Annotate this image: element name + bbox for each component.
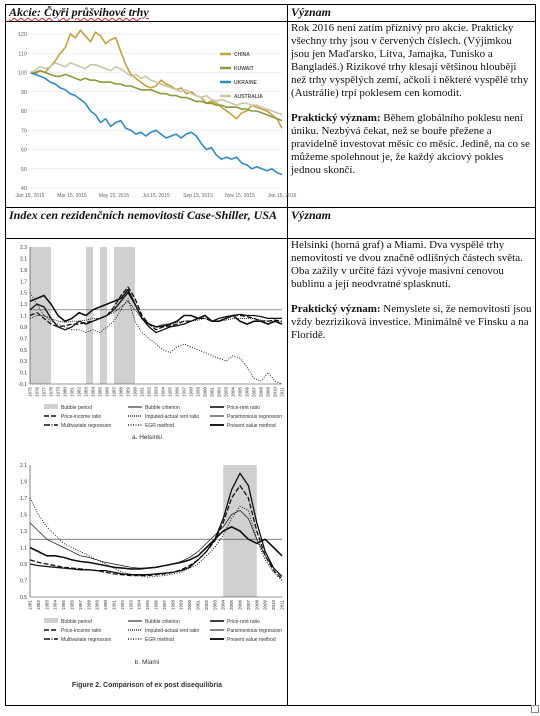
x-tick-label: May 15, 2015 xyxy=(98,193,130,199)
y-tick-label: 70 xyxy=(20,128,27,135)
y-tick-label: -0.1 xyxy=(18,382,27,388)
x-tick-label: 2010 xyxy=(272,387,278,398)
y-tick-label: 1.9 xyxy=(20,267,27,274)
legend-label-imputed-actual-rent-ratio: Imputed-actual rent ratio xyxy=(145,628,200,634)
panel-subtitle: a. Helsinki xyxy=(132,434,162,441)
y-tick-label: 0.9 xyxy=(20,324,27,331)
x-tick-label: 1984 xyxy=(90,387,96,398)
x-tick-label: Sep 15, 2015 xyxy=(183,193,213,199)
x-tick-label: 1986 xyxy=(104,387,110,398)
legend-label-price-income-ratio: Price-income ratio xyxy=(61,414,102,420)
legend-label-price-rent-ratio: Price-rent ratio xyxy=(227,405,260,411)
x-tick-label: Nov 15, 2015 xyxy=(225,193,255,199)
row1-paragraph-2: Praktický význam: Během globálního poklesu není úniku. Nezbývá čekat, než se bouře přežene a pravidelně investovat měsíc co měsíc. Jedině, na co se můžeme spolehnout je, že každý akciový pokles jednou skončí. xyxy=(291,112,530,176)
y-tick-label: 1.3 xyxy=(20,529,27,535)
legend-label-bubble-period: Bubble period xyxy=(61,619,92,625)
row2-header-right: Význam xyxy=(288,208,536,239)
stock-chart-cell xyxy=(6,22,297,208)
x-tick-label: 1996 xyxy=(174,387,180,398)
x-tick-label: 1983 xyxy=(83,387,89,398)
x-tick-label: 2001 xyxy=(195,600,201,611)
x-tick-label: 2002 xyxy=(203,600,209,611)
row2-meaning-text xyxy=(288,239,536,706)
x-tick-label: 1983 xyxy=(44,600,50,611)
end-of-document-mark xyxy=(531,705,539,713)
y-tick-label: 1.1 xyxy=(20,313,27,320)
x-tick-label: 2011 xyxy=(279,600,285,610)
x-tick-label: 1980 xyxy=(62,387,68,398)
x-tick-label: 2004 xyxy=(220,600,226,611)
y-tick-label: 0.5 xyxy=(20,347,27,354)
x-tick-label: 2003 xyxy=(212,600,218,611)
legend-label-multivariate-regression: Multivariate regression xyxy=(61,423,112,429)
x-tick-label: 1989 xyxy=(94,600,100,611)
legend-label-bubble-criterion: Bubble criterion xyxy=(145,405,180,411)
y-tick-label: 0.1 xyxy=(20,370,27,377)
x-tick-label: 1999 xyxy=(178,600,184,611)
y-tick-label: 120 xyxy=(17,32,27,38)
x-tick-label: 1981 xyxy=(69,387,75,398)
x-tick-label: 2005 xyxy=(229,600,235,611)
x-tick-label: 1982 xyxy=(35,600,41,611)
x-tick-label: 1990 xyxy=(103,600,109,611)
figure-caption: Figure 2. Comparison of ex post disequilibria xyxy=(71,682,223,689)
x-tick-label: 2007 xyxy=(251,387,257,398)
x-tick-label: 1975 xyxy=(27,387,33,398)
y-tick-label: 80 xyxy=(20,109,27,115)
x-tick-label: 2008 xyxy=(258,387,264,398)
y-tick-label: 50 xyxy=(20,166,27,173)
y-tick-label: 40 xyxy=(20,186,27,192)
x-tick-label: Jan 15, 2015 xyxy=(15,193,45,199)
y-tick-label: 0.9 xyxy=(20,562,27,568)
x-tick-label: 1993 xyxy=(153,387,159,398)
y-tick-label: 0.3 xyxy=(20,359,27,366)
x-tick-label: 1997 xyxy=(181,387,187,398)
legend-label-kuwait: KUWAIT xyxy=(234,66,254,72)
x-tick-label: 2003 xyxy=(223,387,229,398)
legend-label-bubble-period: Bubble period xyxy=(61,405,92,411)
y-tick-label: 1.7 xyxy=(20,279,27,286)
legend-label-price-rent-ratio: Price-rent ratio xyxy=(227,619,260,625)
legend-label-egr-method: EGR method xyxy=(145,423,174,429)
x-tick-label: 1996 xyxy=(153,600,159,611)
x-tick-label: 1982 xyxy=(76,387,82,398)
x-tick-label: 2008 xyxy=(254,600,260,611)
legend-label-egr-method: EGR method xyxy=(145,637,174,643)
helsinki-miami-figure xyxy=(6,239,288,700)
x-tick-label: 1994 xyxy=(136,600,142,611)
y-tick-label: 2.3 xyxy=(20,245,27,251)
y-tick-label: 0.7 xyxy=(20,336,27,343)
x-tick-label: 1988 xyxy=(86,600,92,611)
x-tick-label: Jan 15, 2016 xyxy=(267,193,297,199)
legend-label-present-value-method: Present value method xyxy=(227,423,276,429)
legend-label-imputed-actual-rent-ratio: Imputed-actual rent ratio xyxy=(145,414,200,420)
y-tick-label: 0.5 xyxy=(20,595,27,601)
x-tick-label: 2000 xyxy=(202,387,208,398)
x-tick-label: 1986 xyxy=(69,600,75,611)
legend-label-china: CHINA xyxy=(234,52,250,58)
x-tick-label: 1981 xyxy=(27,600,33,611)
y-tick-label: 1.5 xyxy=(20,512,27,519)
x-tick-label: 1978 xyxy=(48,387,54,398)
x-tick-label: 1993 xyxy=(128,600,134,611)
legend-label-present-value-method: Present value method xyxy=(227,637,276,643)
legend-label-ukraine: UKRAINE xyxy=(234,80,257,86)
row1-header-right: Význam xyxy=(288,5,536,22)
y-tick-label: 110 xyxy=(18,51,27,58)
x-tick-label: 1994 xyxy=(160,387,166,398)
row1-meaning-text xyxy=(288,22,536,208)
x-tick-label: 2000 xyxy=(187,600,193,611)
x-tick-label: 2009 xyxy=(265,387,271,398)
series-line-ukraine xyxy=(30,73,282,175)
x-tick-label: 1992 xyxy=(119,600,125,611)
x-tick-label: 1987 xyxy=(77,600,83,611)
y-tick-label: 1.9 xyxy=(20,479,27,486)
x-tick-label: 1992 xyxy=(146,387,152,398)
legend-label-parsimonious-regression: Parsimonious regression xyxy=(227,628,283,634)
legend-label-multivariate-regression: Multivariate regression xyxy=(61,637,112,643)
x-tick-label: 1998 xyxy=(170,600,176,611)
x-tick-label: 1995 xyxy=(167,387,173,398)
x-tick-label: 2004 xyxy=(230,387,236,398)
row1-header-left: Akcie: Čtyři průšvihové trhy xyxy=(6,5,288,22)
y-tick-label: 100 xyxy=(17,70,27,77)
x-tick-label: 1999 xyxy=(195,387,201,398)
x-tick-label: 2011 xyxy=(279,387,285,397)
panel-subtitle: b. Miami xyxy=(134,659,160,666)
x-tick-label: Jul 15, 2015 xyxy=(142,193,170,199)
y-tick-label: 60 xyxy=(20,147,27,154)
y-tick-label: 2.1 xyxy=(20,463,27,469)
x-tick-label: 2007 xyxy=(245,600,251,611)
x-tick-label: 1998 xyxy=(188,387,194,398)
x-tick-label: 1985 xyxy=(61,600,67,611)
housing-chart-cell xyxy=(6,239,288,706)
x-tick-label: 1985 xyxy=(97,387,103,398)
row1-paragraph-1: Rok 2016 není zatím příznivý pro akcie. Prakticky všechny trhy jsou v červených číslech. (Výjimkou jsou jen Maďarsko, Litva, Jamajka, Tunisko a Bangladéš.) Rizikové trhy klesají většinou hlouběji než trhy vyspělých zemí, ačkoli i některé vyspělé trhy (Austrálie) trpí poklesem cen komodit. xyxy=(291,22,529,99)
legend-label-australia: AUSTRALIA xyxy=(234,94,263,100)
x-tick-label: 2006 xyxy=(244,387,250,398)
x-tick-label: 1991 xyxy=(139,387,145,398)
x-tick-label: 1976 xyxy=(34,387,40,398)
row2-paragraph-2: Praktický význam: Nemyslete si, že nemovitosti jsou vždy bezriziková investice. Minimálně ve Finsku a na Floridě. xyxy=(291,303,532,341)
x-tick-label: Mar 15, 2015 xyxy=(57,193,87,199)
y-tick-label: 1.1 xyxy=(20,545,27,552)
legend-swatch-bubble-period xyxy=(44,618,58,623)
x-tick-label: 1988 xyxy=(118,387,124,398)
legend-label-price-income-ratio: Price-income ratio xyxy=(61,628,102,634)
series-line-egr-method xyxy=(30,293,282,384)
row2-header-left: Index cen rezidenčních nemovitostí Case-Shiller, USA xyxy=(6,208,288,239)
stock-markets-chart xyxy=(6,22,297,202)
x-tick-label: 1977 xyxy=(41,387,47,398)
x-tick-label: 2009 xyxy=(262,600,268,611)
legend-label-bubble-criterion: Bubble criterion xyxy=(145,619,180,625)
x-tick-label: 2005 xyxy=(237,387,243,398)
x-tick-label: 1990 xyxy=(132,387,138,398)
legend-swatch-bubble-period xyxy=(44,404,58,409)
y-tick-label: 1.3 xyxy=(20,302,27,309)
x-tick-label: 1997 xyxy=(161,600,167,611)
y-tick-label: 2.1 xyxy=(20,256,27,263)
y-tick-label: 1.7 xyxy=(20,496,27,502)
row2-paragraph-1: Helsinki (horná graf) a Miami. Dva vyspělé trhy nemovitostí ve dvou značně odlišných částech světa. Oba zažily v určité fázi vývoje masivní cenovou bublinu a její neodvratné splasknutí. xyxy=(291,239,523,290)
x-tick-label: 1987 xyxy=(111,387,117,398)
x-tick-label: 2002 xyxy=(216,387,222,398)
x-tick-label: 1989 xyxy=(125,387,131,398)
y-tick-label: 90 xyxy=(20,89,27,96)
x-tick-label: 1984 xyxy=(52,600,58,611)
x-tick-label: 2006 xyxy=(237,600,243,611)
x-tick-label: 1995 xyxy=(145,600,151,611)
series-line-present-value-method xyxy=(30,290,282,327)
x-tick-label: 1979 xyxy=(55,387,61,398)
x-tick-label: 1991 xyxy=(111,600,117,611)
y-tick-label: 1.5 xyxy=(20,290,27,297)
y-tick-label: 0.7 xyxy=(20,578,27,585)
legend-label-parsimonious-regression: Parsimonious regression xyxy=(227,414,283,420)
x-tick-label: 2001 xyxy=(209,387,215,398)
bubble-period-shade xyxy=(30,247,51,384)
x-tick-label: 2010 xyxy=(271,600,277,611)
